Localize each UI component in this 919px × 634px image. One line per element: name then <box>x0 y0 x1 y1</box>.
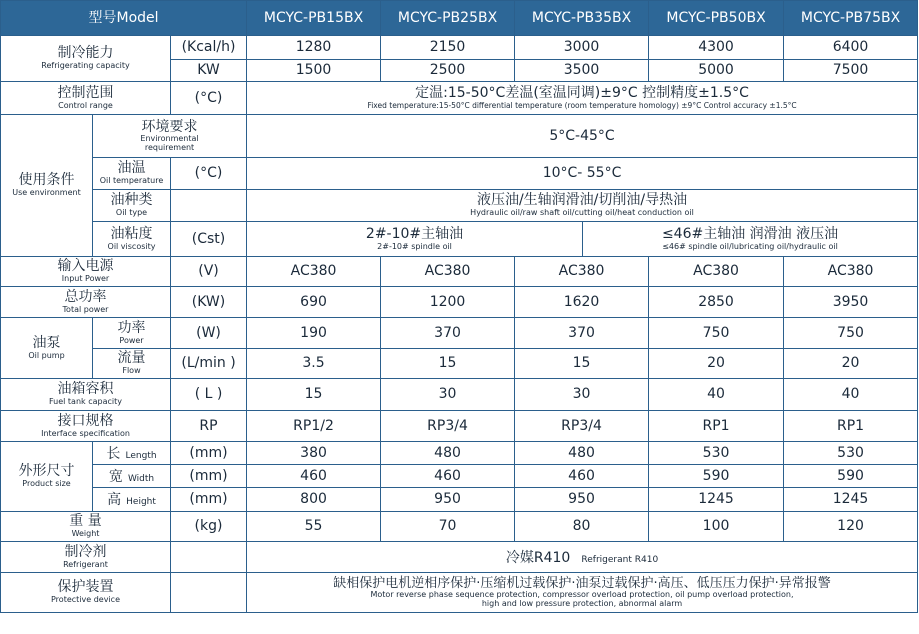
size-width-cn: 宽 <box>108 468 123 485</box>
oil-temp-unit: (°C) <box>171 158 247 190</box>
refrigerant-unit-empty <box>171 542 247 573</box>
size-height-2: 950 <box>381 488 515 512</box>
env-req-en1: Environmental <box>140 134 199 144</box>
control-en: Control range <box>58 100 113 110</box>
protect-value-en1: Motor reverse phase sequence protection, compressor overload protection, oil pump overload protection, <box>370 590 794 600</box>
refrigerant-label <box>1 542 171 573</box>
interface-en: Interface specification <box>41 428 130 438</box>
pump-cn: 油泵 <box>32 334 61 351</box>
cooling-kcal-3: 3000 <box>515 36 649 60</box>
input-power-label <box>1 257 171 287</box>
weight-unit: (kg) <box>171 512 247 542</box>
protect-value-cn: 缺相保护电机逆相序保护·压缩机过载保护·油泵过载保护·高压、低压压力保护·异常报警 <box>333 575 831 591</box>
pump-power-row <box>1 318 918 349</box>
interface-2: RP3/4 <box>381 411 515 442</box>
control-label <box>1 82 171 115</box>
total-power-cn: 总功率 <box>64 288 107 305</box>
weight-label <box>1 512 171 542</box>
oil-type-label <box>93 190 171 222</box>
cooling-row-kcal <box>1 36 918 60</box>
total-power-1: 690 <box>247 287 381 318</box>
input-power-1: AC380 <box>247 257 381 287</box>
oil-temp-en: Oil temperature <box>99 176 164 186</box>
model-label: 型号Model <box>1 1 247 36</box>
refrigerant-value-en: Refrigerant R410 <box>581 554 659 565</box>
input-power-3: AC380 <box>515 257 649 287</box>
pump-flow-4: 20 <box>649 349 784 379</box>
refrigerant-en: Refrigerant <box>63 559 108 569</box>
input-power-4: AC380 <box>649 257 784 287</box>
viscosity-left <box>247 222 583 257</box>
control-unit: (°C) <box>171 82 247 115</box>
size-length-en: Length <box>125 450 157 461</box>
pump-flow-unit: (L/min ) <box>171 349 247 379</box>
total-power-2: 1200 <box>381 287 515 318</box>
pump-en: Oil pump <box>28 350 65 360</box>
env-req-cn: 环境要求 <box>141 118 198 135</box>
total-power-3: 1620 <box>515 287 649 318</box>
protect-cn: 保护装置 <box>57 579 114 596</box>
cooling-label <box>1 36 171 82</box>
tank-4: 40 <box>649 379 784 411</box>
pump-flow-2: 15 <box>381 349 515 379</box>
control-row <box>1 82 918 115</box>
env-req-label <box>93 115 247 158</box>
input-power-5: AC380 <box>784 257 918 287</box>
cooling-kw-unit: KW <box>171 60 247 82</box>
pump-flow-row <box>1 349 918 379</box>
size-length-4: 530 <box>649 442 784 465</box>
total-power-4: 2850 <box>649 287 784 318</box>
weight-1: 55 <box>247 512 381 542</box>
weight-cn: 重 量 <box>69 513 102 530</box>
input-power-unit: (V) <box>171 257 247 287</box>
viscosity-cn: 油粘度 <box>110 225 153 242</box>
tank-cn: 油箱容积 <box>57 381 114 398</box>
pump-flow-label <box>93 349 171 379</box>
oil-temp-value: 10°C- 55°C <box>247 158 918 190</box>
interface-1: RP1/2 <box>247 411 381 442</box>
viscosity-right-cn: ≤46#主轴油 润滑油 液压油 <box>661 225 839 242</box>
cooling-kcal-4: 4300 <box>649 36 784 60</box>
pump-power-3: 370 <box>515 318 649 349</box>
refrigerant-value-cn: 冷媒R410 <box>505 549 571 566</box>
oil-type-row <box>1 190 918 222</box>
oil-temp-label <box>93 158 171 190</box>
oil-type-value-cn: 液压油/生轴润滑油/切削油/导热油 <box>476 192 688 209</box>
input-power-row <box>1 257 918 287</box>
control-value-en: Fixed temperature:15-50°C differential temperature (room temperature homology) ±9°C Control accuracy ±1.5°C <box>367 100 797 110</box>
oil-temp-cn: 油温 <box>117 160 146 177</box>
size-length-label <box>93 442 171 465</box>
protect-value-en2: high and low pressure protection, abnormal alarm <box>481 598 683 608</box>
weight-3: 80 <box>515 512 649 542</box>
pump-power-4: 750 <box>649 318 784 349</box>
refrigerant-row <box>1 542 918 573</box>
env-cn: 使用条件 <box>18 172 75 189</box>
protect-unit-empty <box>171 573 247 613</box>
size-height-1: 800 <box>247 488 381 512</box>
pump-power-label <box>93 318 171 349</box>
size-width-label <box>93 465 171 488</box>
cooling-cn: 制冷能力 <box>57 45 114 62</box>
viscosity-row <box>1 222 918 257</box>
pump-power-en: Power <box>119 335 144 345</box>
oil-type-value-en: Hydraulic oil/raw shaft oil/cutting oil/heat conduction oil <box>470 208 694 218</box>
viscosity-left-cn: 2#-10#主轴油 <box>365 225 464 242</box>
size-width-2: 460 <box>381 465 515 488</box>
oil-temp-row <box>1 158 918 190</box>
pump-power-5: 750 <box>784 318 918 349</box>
env-req-value: 5°C-45°C <box>247 115 918 158</box>
env-label <box>1 115 93 257</box>
protect-label <box>1 573 171 613</box>
cooling-kcal-2: 2150 <box>381 36 515 60</box>
viscosity-right-en: ≤46# spindle oil/lubricating oil/hydraulic oil <box>662 241 838 251</box>
pump-flow-3: 15 <box>515 349 649 379</box>
pump-power-1: 190 <box>247 318 381 349</box>
size-length-5: 530 <box>784 442 918 465</box>
tank-3: 30 <box>515 379 649 411</box>
refrigerant-value <box>247 542 918 573</box>
size-height-unit: (mm) <box>171 488 247 512</box>
pump-label <box>1 318 93 379</box>
weight-2: 70 <box>381 512 515 542</box>
size-label <box>1 442 93 512</box>
viscosity-right <box>583 222 918 257</box>
protect-value <box>247 573 918 613</box>
tank-5: 40 <box>784 379 918 411</box>
interface-row <box>1 411 918 442</box>
size-length-2: 480 <box>381 442 515 465</box>
cooling-kw-2: 2500 <box>381 60 515 82</box>
size-width-3: 460 <box>515 465 649 488</box>
model-2: MCYC-PB25BX <box>381 1 515 36</box>
cooling-kw-1: 1500 <box>247 60 381 82</box>
size-en: Product size <box>22 479 71 489</box>
weight-5: 120 <box>784 512 918 542</box>
cooling-kcal-1: 1280 <box>247 36 381 60</box>
model-4: MCYC-PB50BX <box>649 1 784 36</box>
size-cn: 外形尺寸 <box>18 463 75 480</box>
pump-power-cn: 功率 <box>117 319 146 336</box>
size-width-4: 590 <box>649 465 784 488</box>
size-height-en: Height <box>126 497 156 508</box>
protect-row <box>1 573 918 613</box>
size-width-1: 460 <box>247 465 381 488</box>
model-5: MCYC-PB75BX <box>784 1 918 36</box>
input-power-cn: 输入电源 <box>57 258 114 275</box>
pump-flow-5: 20 <box>784 349 918 379</box>
oil-type-en: Oil type <box>115 208 148 218</box>
interface-cn: 接口规格 <box>57 412 114 429</box>
size-height-cn: 高 <box>107 492 122 509</box>
env-req-en2: requirement <box>144 142 195 152</box>
total-power-label <box>1 287 171 318</box>
viscosity-label <box>93 222 171 257</box>
control-value <box>247 82 918 115</box>
pump-flow-en: Flow <box>122 366 141 376</box>
model-3: MCYC-PB35BX <box>515 1 649 36</box>
weight-row <box>1 512 918 542</box>
control-cn: 控制范围 <box>57 84 114 101</box>
size-height-3: 950 <box>515 488 649 512</box>
protect-en: Protective device <box>51 595 120 605</box>
tank-en: Fuel tank capacity <box>49 397 122 407</box>
total-power-en: Total power <box>62 304 109 314</box>
total-power-row <box>1 287 918 318</box>
size-width-row <box>1 465 918 488</box>
model-1: MCYC-PB15BX <box>247 1 381 36</box>
size-length-row <box>1 442 918 465</box>
size-height-label <box>93 488 171 512</box>
size-height-5: 1245 <box>784 488 918 512</box>
cooling-kw-3: 3500 <box>515 60 649 82</box>
tank-unit: ( L ) <box>171 379 247 411</box>
interface-unit: RP <box>171 411 247 442</box>
size-length-unit: (mm) <box>171 442 247 465</box>
size-width-en: Width <box>127 473 155 484</box>
size-length-cn: 长 <box>106 445 121 462</box>
total-power-5: 3950 <box>784 287 918 318</box>
weight-4: 100 <box>649 512 784 542</box>
size-height-row <box>1 488 918 512</box>
cooling-kw-5: 7500 <box>784 60 918 82</box>
tank-row <box>1 379 918 411</box>
tank-2: 30 <box>381 379 515 411</box>
total-power-unit: (KW) <box>171 287 247 318</box>
pump-flow-1: 3.5 <box>247 349 381 379</box>
size-length-3: 480 <box>515 442 649 465</box>
oil-type-value <box>247 190 918 222</box>
cooling-kw-4: 5000 <box>649 60 784 82</box>
control-value-cn: 定温:15-50°C差温(室温同调)±9°C 控制精度±1.5°C <box>415 85 749 102</box>
viscosity-en: Oil viscosity <box>107 241 156 251</box>
cooling-kcal-5: 6400 <box>784 36 918 60</box>
viscosity-unit: (Cst) <box>171 222 247 257</box>
interface-4: RP1 <box>649 411 784 442</box>
pump-flow-cn: 流量 <box>117 350 146 367</box>
interface-label <box>1 411 171 442</box>
size-width-5: 590 <box>784 465 918 488</box>
size-height-4: 1245 <box>649 488 784 512</box>
size-width-unit: (mm) <box>171 465 247 488</box>
refrigerant-cn: 制冷剂 <box>64 543 107 560</box>
pump-power-unit: (W) <box>171 318 247 349</box>
oil-type-unit-empty <box>171 190 247 222</box>
oil-type-cn: 油种类 <box>110 192 153 209</box>
interface-3: RP3/4 <box>515 411 649 442</box>
pump-power-2: 370 <box>381 318 515 349</box>
cooling-kcal-unit: (Kcal/h) <box>171 36 247 60</box>
header-row <box>1 1 918 36</box>
viscosity-left-en: 2#-10# spindle oil <box>377 241 452 251</box>
weight-en: Weight <box>71 529 100 539</box>
input-power-en: Input Power <box>61 274 110 284</box>
tank-1: 15 <box>247 379 381 411</box>
tank-label <box>1 379 171 411</box>
env-req-row <box>1 115 918 158</box>
interface-5: RP1 <box>784 411 918 442</box>
cooling-en: Refrigerating capacity <box>41 61 130 71</box>
size-length-1: 380 <box>247 442 381 465</box>
env-en: Use environment <box>12 188 81 198</box>
input-power-2: AC380 <box>381 257 515 287</box>
